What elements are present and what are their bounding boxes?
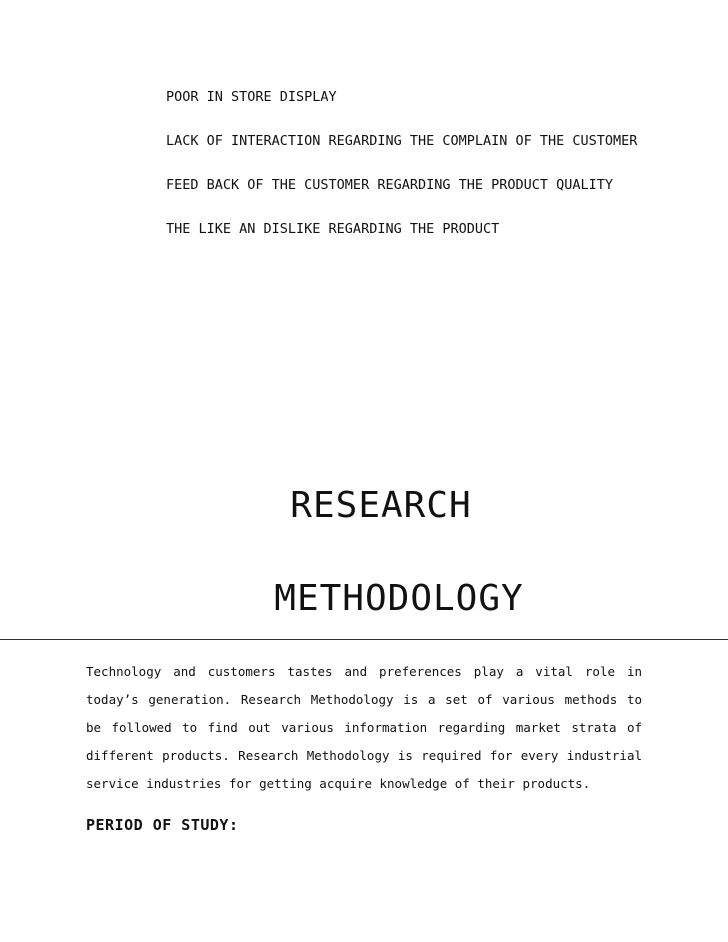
horizontal-divider [0,639,728,640]
body-paragraph-block [86,658,642,798]
list-item: THE LIKE AN DISLIKE REGARDING THE PRODUCT [166,221,500,237]
list-item: LACK OF INTERACTION REGARDING THE COMPLAIN OF THE CUSTOMER [166,133,638,149]
section-heading-line-2: METHODOLOGY [274,578,524,619]
section-title: PERIOD OF STUDY: [86,816,239,834]
body-paragraph: Technology and customers tastes and preferences play a vital role in today’s generation. Research Methodology is a set of various methods to be followed to find out various information regarding market strata of different products. Research Methodology is required for every industrial service industries for getting acquire knowledge of their products. [86,664,642,791]
section-heading-line-1: RESEARCH [290,485,472,526]
list-item: POOR IN STORE DISPLAY [166,89,337,105]
list-item: FEED BACK OF THE CUSTOMER REGARDING THE PRODUCT QUALITY [166,177,614,193]
issue-list [166,86,646,262]
